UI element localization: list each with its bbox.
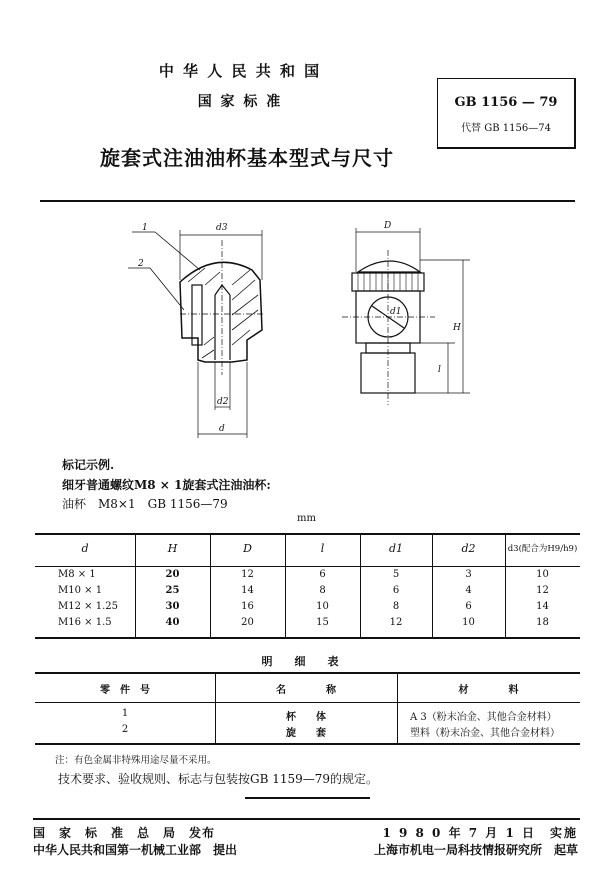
effective-date: 1 9 8 0 年 7 月 1 日 实施 bbox=[382, 826, 578, 840]
marking-heading: 标记示例. bbox=[62, 458, 115, 472]
label-d1: d1 bbox=[390, 307, 402, 317]
document-title: 旋套式注油油杯基本型式与尺寸 bbox=[100, 146, 394, 170]
cell-H: 20 bbox=[165, 569, 180, 580]
tech-requirements: 技术要求、验收规则、标志与包装按GB 1159—79的规定。 bbox=[58, 772, 379, 786]
label-d3: d3 bbox=[216, 223, 228, 233]
cell-part-number: 1 bbox=[121, 708, 129, 719]
label-H: H bbox=[453, 323, 461, 333]
cell-d3: 14 bbox=[536, 601, 549, 612]
label-l: l bbox=[438, 365, 441, 375]
cell-d2: 3 bbox=[465, 569, 472, 580]
end-rule bbox=[245, 797, 370, 799]
header-d: d bbox=[81, 542, 89, 555]
header-D: D bbox=[243, 542, 252, 555]
cell-d2: 4 bbox=[465, 585, 472, 596]
header-rule bbox=[40, 200, 575, 202]
standard-type: 国 家 标 准 bbox=[197, 94, 283, 110]
cell-d: M8 × 1 bbox=[58, 569, 96, 580]
cell-H: 25 bbox=[165, 585, 180, 596]
label-part-2: 2 bbox=[138, 259, 144, 269]
cell-name: 旋 套 bbox=[286, 728, 326, 739]
cell-D: 12 bbox=[241, 569, 254, 580]
cell-d2: 10 bbox=[462, 617, 475, 628]
cell-d1: 8 bbox=[392, 601, 400, 612]
standard-code-box bbox=[437, 78, 576, 149]
parts-table-title: 明 细 表 bbox=[261, 655, 339, 668]
cell-H: 40 bbox=[165, 617, 180, 628]
cell-l: 8 bbox=[319, 585, 326, 596]
header-H: H bbox=[167, 542, 178, 555]
cell-d3: 18 bbox=[536, 617, 549, 628]
label-d: d bbox=[219, 424, 225, 434]
cell-d: M16 × 1.5 bbox=[58, 617, 112, 628]
header-d1: d1 bbox=[388, 542, 404, 555]
cell-d2: 6 bbox=[465, 601, 472, 612]
header-l: l bbox=[320, 542, 325, 555]
header-d3: d3(配合为H9/h9) bbox=[507, 544, 578, 554]
footer-rule bbox=[33, 818, 580, 820]
cell-D: 14 bbox=[241, 585, 254, 596]
replaces-code: 代替 GB 1156—74 bbox=[461, 123, 551, 134]
header-name: 名 称 bbox=[276, 685, 336, 696]
header-part-number: 零 件 号 bbox=[100, 685, 150, 696]
label-d2: d2 bbox=[217, 397, 229, 407]
cell-part-number: 2 bbox=[121, 724, 129, 735]
cell-d1: 12 bbox=[389, 617, 403, 628]
unit-label: mm bbox=[297, 513, 316, 524]
country-name: 中 华 人 民 共 和 国 bbox=[158, 62, 322, 80]
header-material: 材 料 bbox=[458, 685, 519, 696]
publisher: 国 家 标 准 总 局 发布 bbox=[33, 826, 216, 840]
oil-cup-drawing bbox=[120, 210, 480, 445]
front-view bbox=[342, 228, 470, 405]
label-D: D bbox=[384, 221, 392, 231]
cell-d: M12 × 1.25 bbox=[58, 601, 118, 612]
cell-d1: 6 bbox=[392, 585, 400, 596]
cell-d: M10 × 1 bbox=[58, 585, 103, 596]
cell-name: 杯 体 bbox=[286, 712, 326, 723]
header-d2: d2 bbox=[461, 542, 476, 555]
cell-H: 30 bbox=[165, 601, 180, 612]
cell-material: 塑料（粉末冶金、其他合金材料） bbox=[410, 728, 560, 739]
cell-d3: 10 bbox=[536, 569, 549, 580]
cell-l: 10 bbox=[316, 601, 329, 612]
label-part-1: 1 bbox=[142, 223, 148, 233]
cell-l: 6 bbox=[319, 569, 326, 580]
cell-l: 15 bbox=[316, 617, 329, 628]
cell-D: 20 bbox=[241, 617, 254, 628]
cell-d1: 5 bbox=[392, 569, 400, 580]
cell-d3: 12 bbox=[536, 585, 549, 596]
section-view bbox=[128, 230, 265, 438]
standard-code: GB 1156 — 79 bbox=[454, 95, 558, 110]
cell-material: A 3（粉末冶金、其他合金材料） bbox=[410, 712, 557, 723]
proposer: 中华人民共和国第一机械工业部 提出 bbox=[33, 843, 238, 857]
cell-D: 16 bbox=[241, 601, 254, 612]
note: 注：有色金属非特殊用途尽量不采用。 bbox=[55, 755, 217, 766]
drafter: 上海市机电一局科技情报研究所 起草 bbox=[373, 843, 578, 857]
marking-line-2: 油杯 M8×1 GB 1156—79 bbox=[62, 497, 228, 511]
marking-line-1: 细牙普通螺纹M8 × 1旋套式注油油杯: bbox=[62, 478, 271, 492]
